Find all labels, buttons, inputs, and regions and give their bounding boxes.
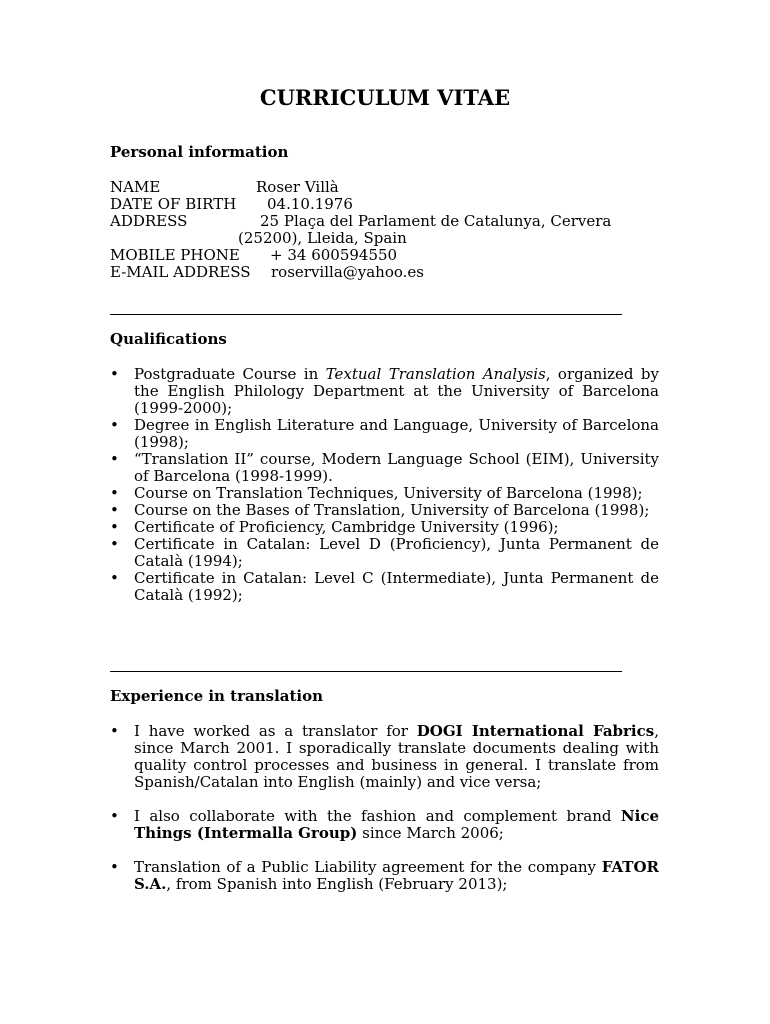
name-value: Roser Villà [256, 178, 339, 196]
phone-row [110, 247, 240, 264]
list-item: • Postgraduate Course in Textual Translation Analysis, organized by the English Philology Department at the University of Barcelona (1999-2000); [110, 365, 659, 417]
bullet-icon: • [110, 416, 119, 434]
list-item: • Course on Translation Techniques, University of Barcelona (1998); [110, 484, 643, 502]
bullet-icon: • [110, 569, 119, 587]
bullet-icon: • [110, 365, 119, 383]
bullet-icon: • [110, 807, 119, 825]
list-item: • Certificate of Proficiency, Cambridge University (1996); [110, 518, 559, 536]
address-row [110, 213, 187, 230]
list-item: • Course on the Bases of Translation, University of Barcelona (1998); [110, 501, 650, 519]
experience-heading: Experience in translation [110, 687, 324, 705]
qualifications-list [110, 366, 659, 604]
personal-information-heading: Personal information [110, 143, 289, 161]
list-item: • Translation of a Public Liability agreement for the company FATOR S.A., from Spanish into English (February 2013); [110, 858, 659, 893]
bullet-icon: • [110, 535, 119, 553]
section-divider-1 [110, 314, 622, 315]
list-item: • I have worked as a translator for DOGI International Fabrics, since March 2001. I sporadically translate documents dealing with quality control processes and business in general. I translate from Spanish/Catalan into English (mainly) and vice versa; [110, 722, 659, 791]
email-label: E-MAIL ADDRESS [110, 263, 251, 281]
name-row [110, 179, 160, 196]
address-label: ADDRESS [110, 212, 188, 230]
address-line-1: 25 Plaça del Parlament de Catalunya, Cervera [260, 212, 612, 230]
list-item: • I also collaborate with the fashion and complement brand Nice Things (Intermalla Group) since March 2006; [110, 807, 659, 842]
experience-list [110, 723, 659, 910]
phone-label: MOBILE PHONE [110, 246, 240, 264]
bullet-icon: • [110, 484, 119, 502]
name-label: NAME [110, 178, 161, 196]
dob-label: DATE OF BIRTH [110, 195, 237, 213]
company-name: FATOR S.A. [134, 858, 659, 893]
bullet-icon: • [110, 518, 119, 536]
phone-value: + 34 600594550 [270, 246, 398, 264]
company-name: DOGI International Fabrics [416, 722, 655, 740]
list-item: • Certificate in Catalan: Level D (Proficiency), Junta Permanent de Català (1994); [110, 535, 659, 570]
list-item: • Certificate in Catalan: Level C (Intermediate), Junta Permanent de Català (1992); [110, 569, 659, 604]
bullet-icon: • [110, 722, 119, 740]
email-value: roservilla@yahoo.es [271, 263, 424, 281]
email-row [110, 264, 251, 281]
list-item: • Degree in English Literature and Language, University of Barcelona (1998); [110, 416, 659, 451]
course-title: Textual Translation Analysis [325, 365, 546, 383]
address-line-2: (25200), Lleida, Spain [238, 229, 407, 247]
bullet-icon: • [110, 858, 119, 876]
bullet-icon: • [110, 501, 119, 519]
company-name: Nice Things (Intermalla Group) [134, 807, 659, 842]
dob-row [110, 196, 236, 213]
document-title: CURRICULUM VITAE [259, 85, 511, 110]
qualifications-heading: Qualifications [110, 330, 227, 348]
list-item: • “Translation II” course, Modern Language School (EIM), University of Barcelona (1998-1999). [110, 450, 659, 485]
bullet-icon: • [110, 450, 119, 468]
section-divider-2 [110, 671, 622, 672]
dob-value: 04.10.1976 [267, 195, 353, 213]
